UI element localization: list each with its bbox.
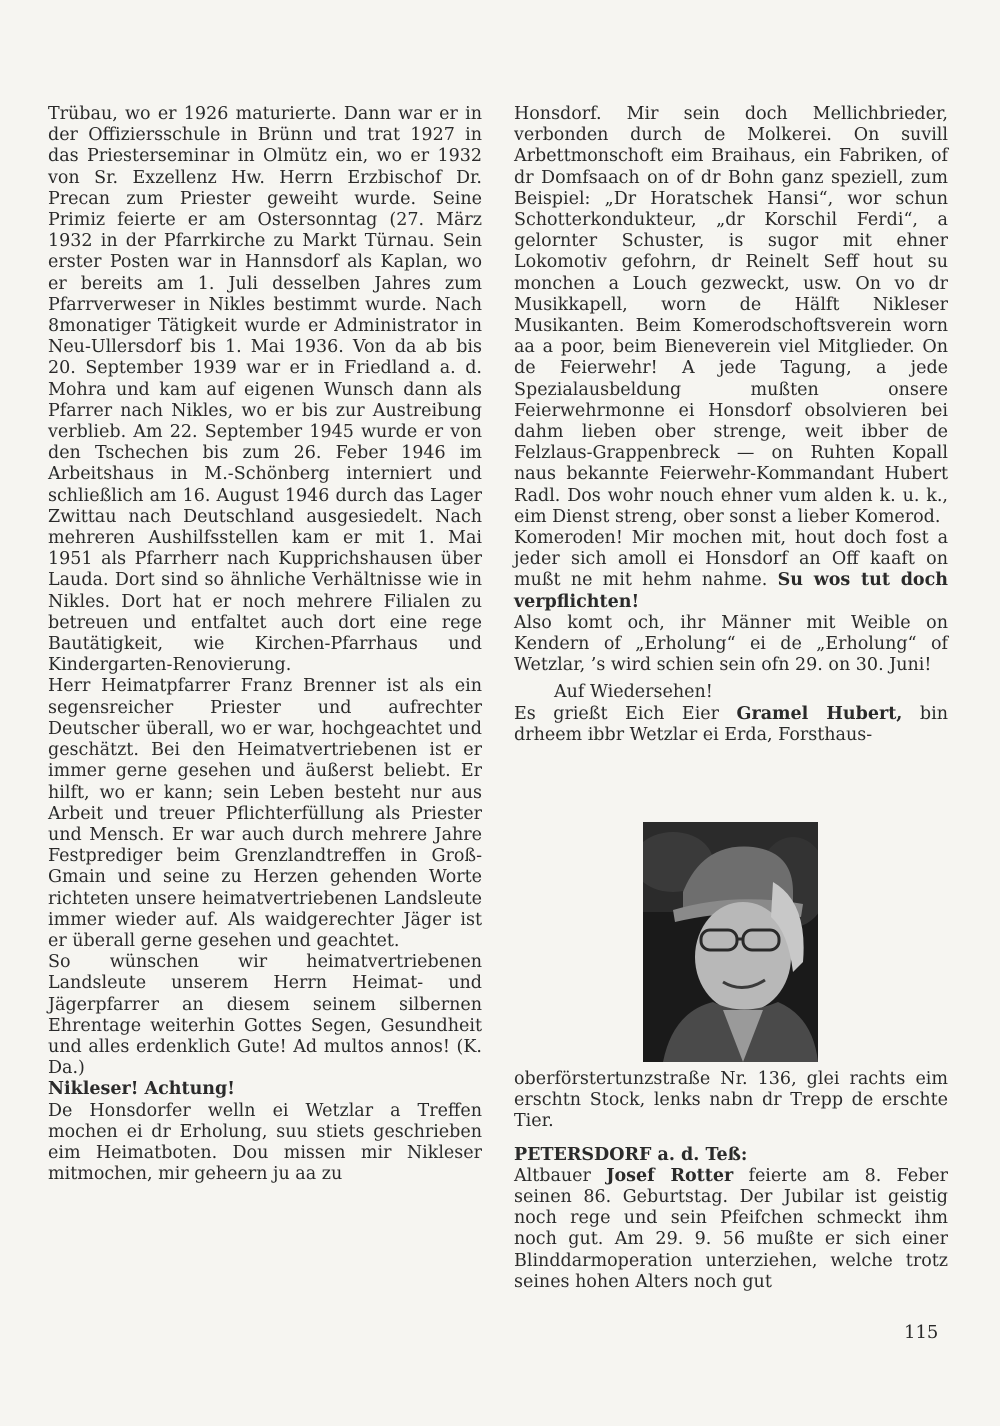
left-column — [48, 104, 482, 1185]
section-heading-nikleser: Nikleser! Achtung! — [48, 1079, 235, 1100]
signature-pre: Es grießt Eich Eier — [514, 703, 720, 724]
paragraph-text: Komeroden! Mir mochen mit, hout doch fost a jeder sich amoll ei Honsdorf an Off kaaft on mußt ne mit hehm nahme. — [514, 528, 948, 591]
portrait-photo — [643, 822, 818, 1062]
right-column-continuation — [514, 1069, 948, 1293]
article-paragraph: Honsdorf. Mir sein doch Mellichbrieder, verbonden durch de Molkerei. On suvill Arbettmonschoft eim Braihaus, ein Fabriken, of dr Domfsaach on of dr Bohn ganz speziell, zum Beispiel: „Dr Horatschek Hansi“, wor schun Schotterkondukteur, „dr Korschil Ferdi“, a gelornter Schuster, is sugor mit ehner Lokomotiv gefohrn, dr Reinelt Seff hout su monchen a Louch gezweckt, usw. On vo dr Musikkapell, worn de Hälft Nikleser Musikanten. Beim Komerodschoftsverein worn aa a poor, beim Bieneverein viel Mitglieder. On de Feierwehr! A jede Tagung, a jede Spezialausbeldung mußten onsere Feierwehrmonne ei Honsdorf obsolvieren bei dahm lieben ober strenge, weit ibber de Felzlaus-Grappenbreck — on Ruhten Kopall naus bekannte Feierwehr-Kommandant Hubert Radl. Dos wohr nouch ehner vum alden k. u. k., eim Dienst streng, ober sonst a lieber Komerod. — [514, 104, 948, 527]
article-paragraph: So wünschen wir heimatvertriebenen Landsleute unserem Herrn Heimat- und Jägerpfarrer an diesem seinem silbernen Ehrentage weiterhin Gottes Segen, Gesundheit und alles erdenklich Gute! Ad multos annos! (K. Da.) — [48, 952, 482, 1079]
page-number: 115 — [904, 1322, 939, 1343]
paragraph-text: Altbauer — [514, 1165, 591, 1186]
article-paragraph: Herr Heimatpfarrer Franz Brenner ist als ein segensreicher Priester und aufrechter Deutscher überall, wo er war, hochgeachtet und geschätzt. Bei den Heimatvertriebenen ist er immer gerne gesehen und äußerst beliebt. Er hilft, wo er kann; sein Leben besteht nur aus Arbeit und treuer Pflichterfüllung als Priester und Mensch. Er war auch durch mehrere Jahre Festprediger beim Grenzlandtreffen in Groß-Gmain und seine zu Herzen gehenden Worte richteten unsere heimatvertriebenen Landsleute immer wieder auf. Als waidgerechter Jäger ist er überall gerne gesehen und geachtet. — [48, 676, 482, 951]
signature-name: Gramel Hubert, — [736, 703, 903, 724]
farewell-line: Auf Wiedersehen! — [554, 682, 713, 703]
bold-phrase: Su wos tut doch verpflichten! — [514, 570, 948, 612]
article-paragraph — [514, 1166, 948, 1293]
article-paragraph: Also komt och, ihr Männer mit Weible on Kendern of „Erholung“ ei de „Erholung“ of Wetzlar, ’s wird schien sein ofn 29. on 30. Juni! — [514, 612, 948, 676]
signature-post: bin drheem ibbr Wetzlar ei Erda, Forsthaus- — [514, 703, 948, 745]
article-paragraph: oberförstertunzstraße Nr. 136, glei rachts eim erschtn Stock, lenks nabn dr Trepp de erschte Tier. — [514, 1069, 948, 1132]
right-column — [514, 104, 948, 746]
article-paragraph: Trübau, wo er 1926 maturierte. Dann war er in der Offiziersschule in Brünn und trat 1927 in das Priesterseminar in Olmütz ein, wo er 1932 von Sr. Exzellenz Hw. Herrn Erzbischof Dr. Precan zum Priester geweiht wurde. Seine Primiz feierte er am Ostersonntag (27. März 1932 in der Pfarrkirche zu Markt Türnau. Sein erster Posten war in Hannsdorf als Kaplan, wo er bereits am 1. Juli desselben Jahres zum Pfarrverweser in Nikles bestimmt wurde. Nach 8monatiger Tätigkeit wurde er Administrator in Neu-Ullersdorf bis 1. Mai 1936. Von da ab bis 20. September 1939 war er in Friedland a. d. Mohra und kam auf eigenen Wunsch dann als Pfarrer nach Nikles, wo er bis zur Austreibung verblieb. Am 22. September 1945 wurde er von den Tschechen bis zum 26. Feber 1946 im Arbeitshaus in M.-Schönberg interniert und schließlich am 16. August 1946 durch das Lager Zwittau nach Deutschland ausgesiedelt. Nach mehreren Aushilfsstellen kam er mit 1. Mai 1951 als Pfarrherr nach Kupprichshausen über Lauda. Dort sind so ähnliche Verhältnisse wie in Nikles. Dort hat er noch mehrere Filialen zu betreuen und entfaltet auch dort eine rege Bautätigkeit, wie Kirchen-Pfarrhaus und Kindergarten-Renovierung. — [48, 104, 482, 676]
person-name: Josef Rotter — [606, 1165, 734, 1186]
article-paragraph — [514, 528, 948, 613]
paragraph-text: feierte am 8. Feber seinen 86. Geburtstag. Der Jubilar ist geistig noch rege und sein Pfeifchen schmeckt ihm noch gut. Am 29. 9. 56 mußte er sich einer Blinddarmoperation unterziehen, welche trotz seines hohen Alters noch gut — [514, 1165, 948, 1292]
article-paragraph: De Honsdorfer welln ei Wetzlar a Treffen mochen ei dr Erholung, suu stiets geschrieben eim Heimatboten. Dou missen mir Nikleser mitmochen, mir geheern ju aa zu — [48, 1100, 482, 1185]
signature-paragraph — [514, 704, 948, 746]
section-heading-petersdorf: PETERSDORF a. d. Teß: — [514, 1144, 748, 1165]
